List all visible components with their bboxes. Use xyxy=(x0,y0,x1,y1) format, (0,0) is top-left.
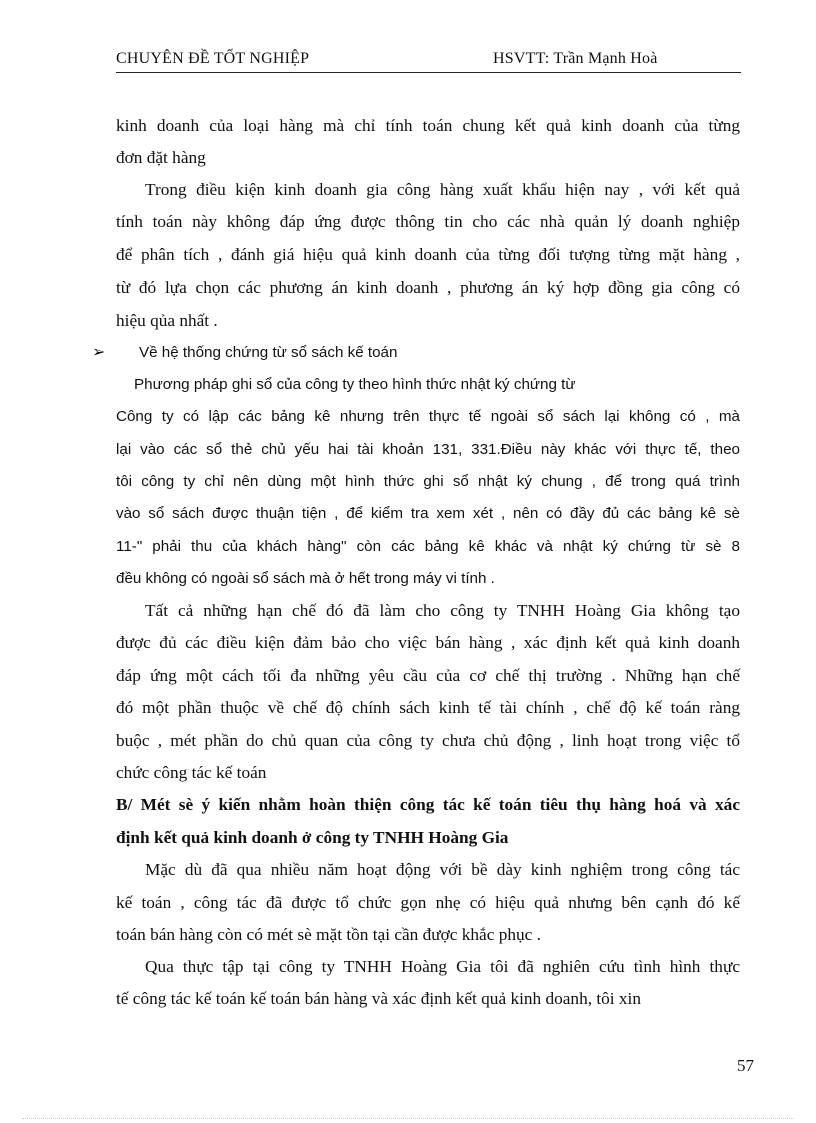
header-author: HSVTT: Trần Mạnh Hoà xyxy=(493,50,658,67)
body-line: tế công tác kế toán kế toán bán hàng và xác định kết quả kinh doanh, tôi xin xyxy=(116,989,642,1008)
body-line: tính toán này không đáp ứng được thông tin cho các nhà quản lý doanh nghiệp xyxy=(116,212,740,231)
bullet-arrow-icon: ➢ xyxy=(92,342,106,361)
body-line: để phân tích , đánh giá hiệu quả kinh doanh của từng đối tượng từng mặt hàng , xyxy=(116,245,740,264)
body-line: lại vào các sổ thẻ chủ yếu hai tài khoản 131, 331.Điều này khác với thực tế, theo xyxy=(116,441,740,458)
body-line: chức công tác kế toán xyxy=(116,763,267,782)
page-bottom-border xyxy=(22,1118,794,1119)
body-line: Qua thực tập tại công ty TNHH Hoàng Gia tôi đã nghiên cứu tình hình thực xyxy=(145,957,740,976)
section-heading: Về hệ thống chứng từ sổ sách kế toán xyxy=(139,344,398,361)
body-line: Tất cả những hạn chế đó đã làm cho công ty TNHH Hoàng Gia không tạo xyxy=(145,601,740,620)
header-title: CHUYÊN ĐỀ TỐT NGHIỆP xyxy=(116,50,310,67)
body-line: được đủ các điều kiện đảm bảo cho việc bán hàng , xác định kết quả kinh doanh xyxy=(116,633,740,652)
body-line: tôi công ty chỉ nên dùng một hình thức ghi sổ nhật ký chung , để trong quá trình xyxy=(116,473,740,490)
body-line: Mặc dù đã qua nhiều năm hoạt động với bề dày kinh nghiệm trong công tác xyxy=(145,860,740,879)
body-line: đó một phần thuộc về chế độ chính sách kinh tế tài chính , chế độ kế toán ràng xyxy=(116,698,740,717)
body-line: kế toán , công tác đã được tổ chức gọn nhẹ có hiệu quả nhưng bên cạnh đó kế xyxy=(116,893,740,912)
body-line: Phương pháp ghi sổ của công ty theo hình thức nhật ký chứng từ xyxy=(134,376,576,393)
page-number: 57 xyxy=(737,1056,754,1075)
section-heading-b: B/ Mét sè ý kiến nhằm hoàn thiện công tác kế toán tiêu thụ hàng hoá và xác xyxy=(116,795,740,814)
body-line: 11-" phải thu của khách hàng" còn các bảng kê khác và nhật ký chứng từ sè 8 xyxy=(116,538,740,555)
body-line: đơn đặt hàng xyxy=(116,148,206,167)
body-line: vào sổ sách được thuận tiện , để kiểm tra xem xét , nên có đầy đủ các bảng kê sè xyxy=(116,505,740,522)
page-header xyxy=(116,48,741,73)
body-line: toán bán hàng còn có mét sè mặt tồn tại cần được khắc phục . xyxy=(116,925,541,944)
body-line: Trong điều kiện kinh doanh gia công hàng xuất khẩu hiện nay , với kết quả xyxy=(145,180,740,199)
section-heading-b-cont: định kết quả kinh doanh ở công ty TNHH Hoàng Gia xyxy=(116,828,509,847)
body-line: đáp ứng một cách tối đa những yêu cầu của cơ chế thị trường . Những hạn chế xyxy=(116,666,740,685)
body-line: đều không có ngoài sổ sách mà ở hết trong máy vi tính . xyxy=(116,570,495,587)
body-line: Công ty có lập các bảng kê nhưng trên thực tế ngoài sổ sách lại không có , mà xyxy=(116,408,740,425)
body-line: hiệu qủa nhất . xyxy=(116,311,218,330)
body-line: từ đó lựa chọn các phương án kinh doanh , phương án ký hợp đồng gia công có xyxy=(116,278,740,297)
body-line: buộc , mét phần do chủ quan của công ty chưa chủ động , linh hoạt trong việc tổ xyxy=(116,731,740,750)
body-line: kinh doanh của loại hàng mà chỉ tính toán chung kết quả kinh doanh của từng xyxy=(116,116,740,135)
